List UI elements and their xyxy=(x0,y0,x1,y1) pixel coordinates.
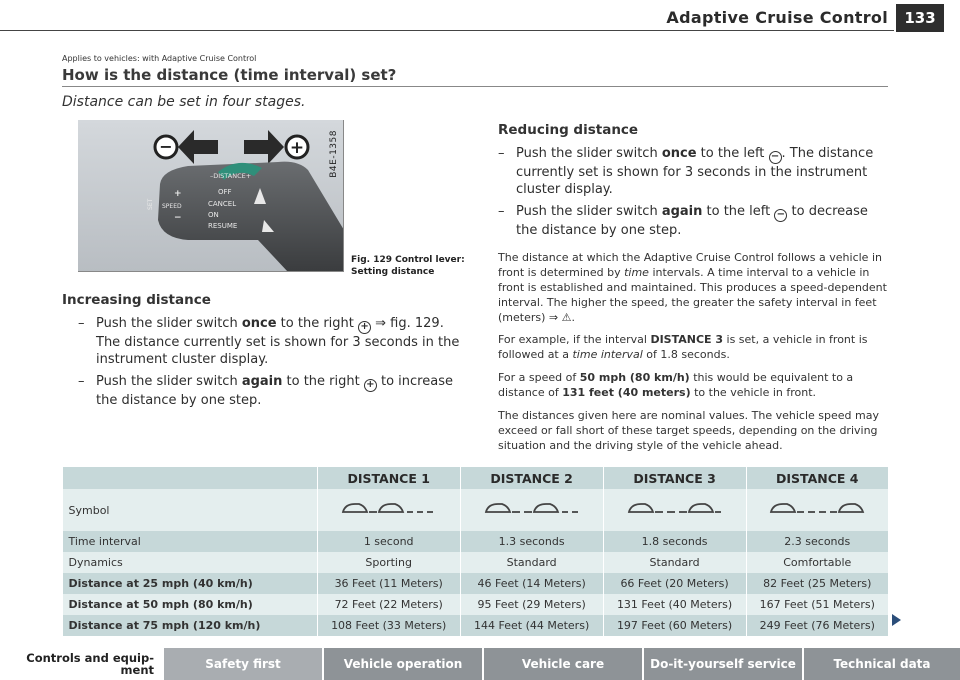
table-row xyxy=(63,552,889,573)
table-cell: Standard xyxy=(460,552,603,573)
table-row-symbol xyxy=(63,489,889,531)
svg-text:−: − xyxy=(159,137,173,156)
table-row xyxy=(63,573,889,594)
table-cell: 36 Feet (11 Meters) xyxy=(317,573,460,594)
tab-technical-data[interactable]: Technical data xyxy=(802,648,960,680)
table-cell: 72 Feet (22 Meters) xyxy=(317,594,460,615)
reducing-heading: Reducing distance xyxy=(498,122,639,138)
lever-label-plus: + xyxy=(174,189,182,199)
table-cell: Comfortable xyxy=(746,552,888,573)
table-row xyxy=(63,594,889,615)
table-cell: 249 Feet (76 Meters) xyxy=(746,615,888,636)
reducing-bullet-1: – Push the slider switch once to the left − . The distance currently set is shown for 3 seconds in the instrument cluster display. xyxy=(498,146,874,197)
figure-caption-line1: Fig. 129 Control lever: xyxy=(351,255,465,265)
distance-3-symbol-icon xyxy=(603,489,746,531)
minus-circle-icon xyxy=(155,136,177,158)
continue-arrow-icon[interactable] xyxy=(892,614,901,626)
control-lever-figure xyxy=(78,120,344,272)
table-cell: 144 Feet (44 Meters) xyxy=(460,615,603,636)
title-rule xyxy=(62,86,888,87)
lever-label-on: ON xyxy=(208,211,219,219)
distance-1-symbol-icon xyxy=(317,489,460,531)
applies-to-note: Applies to vehicles: with Adaptive Cruise Control xyxy=(62,54,257,63)
chapter-title: Adaptive Cruise Control xyxy=(666,8,888,27)
increasing-bullet-2: – Push the slider switch again to the right + to increase the distance by one step. xyxy=(78,374,453,408)
paragraph-time-intervals: The distance at which the Adaptive Cruise Control follows a vehicle in front is determined by time intervals. A time interval to a vehicle in front is established and maintained. This produces a speed-dependent interval. The higher the speed, the greater the safety interval in feet (meters) ⇒ ⚠. xyxy=(498,251,887,324)
table-cell: Sporting xyxy=(317,552,460,573)
plus-circle-icon: + xyxy=(364,379,377,392)
increasing-heading: Increasing distance xyxy=(62,292,211,308)
lever-label-set: SET xyxy=(147,198,154,210)
minus-circle-icon: − xyxy=(769,151,782,164)
table-row xyxy=(63,615,889,636)
tab-do-it-yourself-service[interactable]: Do-it-yourself service xyxy=(642,648,802,680)
table-cell: 1.3 seconds xyxy=(460,531,603,552)
lever-label-speed: SPEED xyxy=(162,203,182,210)
tab-controls-and-equipment[interactable]: Controls and equip- ment xyxy=(0,648,162,680)
tab-safety-first[interactable]: Safety first xyxy=(162,648,322,680)
paragraph-speed: For a speed of 50 mph (80 km/h) this would be equivalent to a distance of 131 feet (40 meters) to the vehicle in front. xyxy=(498,371,854,399)
table-cell: 108 Feet (33 Meters) xyxy=(317,615,460,636)
table-row-label: Distance at 50 mph (80 km/h) xyxy=(63,594,318,615)
section-title: How is the distance (time interval) set? xyxy=(62,66,397,84)
table-cell: 1 second xyxy=(317,531,460,552)
table-cell: 167 Feet (51 Meters) xyxy=(746,594,888,615)
figure-caption xyxy=(351,254,465,278)
table-row xyxy=(63,531,889,552)
page-header xyxy=(0,0,960,34)
page-number: 133 xyxy=(896,4,944,32)
table-cell: Standard xyxy=(603,552,746,573)
table-cell: 1.8 seconds xyxy=(603,531,746,552)
figure-caption-line2: Setting distance xyxy=(351,267,435,277)
increasing-bullet-1: – Push the slider switch once to the right + ⇒ fig. 129. The distance currently set is shown for 3 seconds in the instrument cluster display. xyxy=(78,316,460,367)
table-cell: 46 Feet (14 Meters) xyxy=(460,573,603,594)
plus-circle-icon: + xyxy=(358,321,371,334)
table-row-label: Dynamics xyxy=(63,552,318,573)
table-cell: 95 Feet (29 Meters) xyxy=(460,594,603,615)
table-header: DISTANCE 2 xyxy=(460,467,603,489)
lever-label-cancel: CANCEL xyxy=(208,200,237,208)
table-row-label: Time interval xyxy=(63,531,318,552)
table-cell: 82 Feet (25 Meters) xyxy=(746,573,888,594)
table-cell: 2.3 seconds xyxy=(746,531,888,552)
header-rule xyxy=(0,30,894,31)
lever-label-off: OFF xyxy=(218,188,232,196)
table-header-row xyxy=(63,467,889,489)
lever-label-minus: − xyxy=(174,213,182,223)
table-header: DISTANCE 1 xyxy=(317,467,460,489)
distance-2-symbol-icon xyxy=(460,489,603,531)
control-lever-illustration xyxy=(78,120,344,272)
table-cell: 131 Feet (40 Meters) xyxy=(603,594,746,615)
table-header: DISTANCE 3 xyxy=(603,467,746,489)
paragraph-example: For example, if the interval DISTANCE 3 is set, a vehicle in front is followed at a time interval of 1.8 seconds. xyxy=(498,333,868,361)
lever-label-distance: –DISTANCE+ xyxy=(210,172,252,180)
table-row-label: Distance at 25 mph (40 km/h) xyxy=(63,573,318,594)
tab-vehicle-operation[interactable]: Vehicle operation xyxy=(322,648,482,680)
section-subtitle: Distance can be set in four stages. xyxy=(62,94,306,110)
table-cell: 66 Feet (20 Meters) xyxy=(603,573,746,594)
table-row-label: Distance at 75 mph (120 km/h) xyxy=(63,615,318,636)
chapter-tabs xyxy=(0,648,960,680)
tab-vehicle-care[interactable]: Vehicle care xyxy=(482,648,642,680)
reducing-bullet-2: – Push the slider switch again to the left − to decrease the distance by one step. xyxy=(498,204,868,238)
minus-circle-icon: − xyxy=(774,209,787,222)
distance-4-symbol-icon xyxy=(746,489,888,531)
table-cell: 197 Feet (60 Meters) xyxy=(603,615,746,636)
lever-label-resume: RESUME xyxy=(208,222,238,230)
distance-table xyxy=(62,467,888,636)
table-row-label: Symbol xyxy=(63,489,318,531)
warning-icon: ⚠ xyxy=(561,311,572,324)
table-header-blank xyxy=(63,467,318,489)
svg-text:+: + xyxy=(289,138,305,158)
paragraph-nominal: The distances given here are nominal values. The vehicle speed may exceed or fall short of these target speeds, depending on the driving situation and the driving style of the vehicle ahead. xyxy=(498,409,879,452)
table-header: DISTANCE 4 xyxy=(746,467,888,489)
figure-code: B4E-1358 xyxy=(329,130,339,178)
plus-circle-icon xyxy=(286,136,308,158)
